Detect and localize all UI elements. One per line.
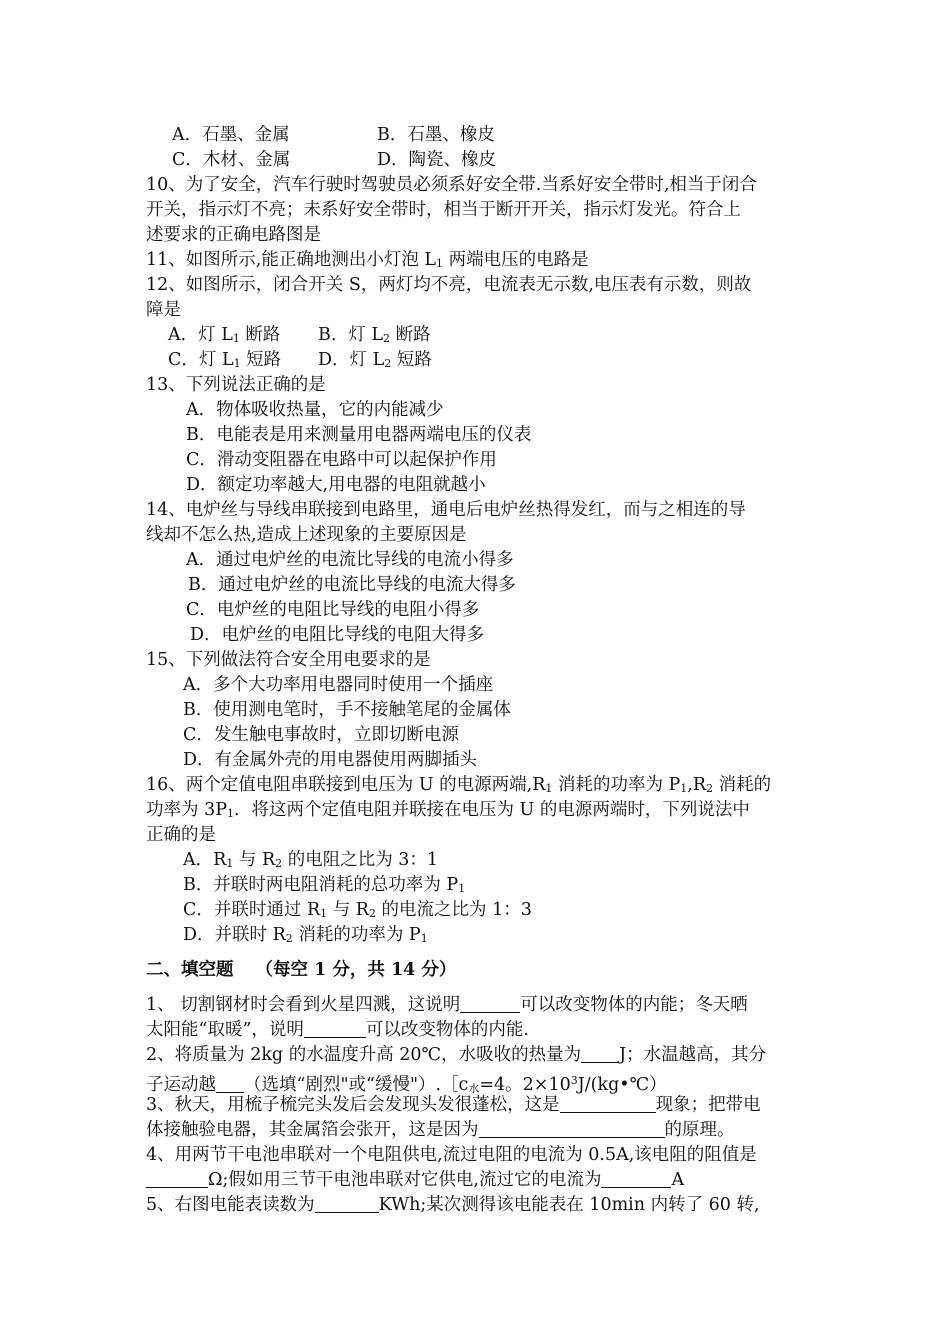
q14-option-c: C．电炉丝的电阻比导线的电阻小得多 [186, 600, 480, 620]
q14-option-b: B．通过电炉丝的电流比导线的电流大得多 [188, 575, 516, 595]
fill2-line2: 子运动越 （选填“剧烈"或“缓慢"）.［c水=4。$2\times 10^3J/(kg•℃)$ [146, 1074, 667, 1095]
q9-option-c: C．木材、金属 [172, 150, 291, 170]
q9-options-row2 [172, 148, 496, 173]
q13-stem: 13、下列说法正确的是 [146, 375, 326, 395]
fill4-blank2[interactable] [601, 1169, 671, 1188]
q16-line3: 正确的是 [146, 825, 216, 845]
q12-option-a: A．灯 L1 断路 [168, 325, 281, 345]
fill3-blank1[interactable] [560, 1094, 656, 1113]
q14-option-a: A．通过电炉丝的电流比导线的电流小得多 [186, 550, 514, 570]
q16-option-b: B．并联时两电阻消耗的总功率为 P1 [183, 875, 466, 895]
q15-option-c: C．发生触电事故时，立即切断电源 [183, 725, 459, 745]
q12-options-row1 [168, 323, 431, 348]
fill4-line2: Ω;假如用三节干电池串联对它供电,流过它的电流为 A [146, 1168, 684, 1193]
section-note: （每空 1 分，共 14 分） [255, 960, 457, 980]
q16-option-d: D．并联时 R2 消耗的功率为 P1 [183, 925, 428, 945]
q14-line1: 14、电炉丝与导线串联接到电路里，通电后电炉丝热得发红，而与之相连的导 [146, 500, 746, 520]
q12-line2: 障是 [146, 300, 181, 320]
fill4-line1: 4、用两节干电池串联对一个电阻供电,流过电阻的电流为 0.5A,该电阻的阻值是 [146, 1145, 757, 1165]
q10-line3: 述要求的正确电路图是 [146, 225, 321, 245]
q13-option-d: D．额定功率越大,用电器的电阻就越小 [186, 475, 486, 495]
fill3-line1: 3、秋天，用梳子梳完头发后会发现头发很蓬松，这是 现象；把带电 [146, 1095, 761, 1115]
q11-text: 11、如图所示,能正确地测出小灯泡 L [146, 250, 437, 270]
q15-option-d: D．有金属外壳的用电器使用两脚插头 [183, 750, 478, 770]
q12-options-row2 [168, 348, 432, 373]
q11-stem [146, 248, 589, 273]
fill2-line1: 2、将质量为 2kg 的水温度升高 20℃，水吸收的热量为 J；水温越高，其分 [146, 1045, 767, 1065]
q12-option-d: D．灯 L2 短路 [318, 350, 432, 370]
fill5-blank1[interactable] [315, 1194, 379, 1213]
q9-option-b: B．石墨、橡皮 [377, 125, 495, 145]
section-heading [146, 958, 456, 983]
section-title: 二、填空题 [146, 960, 234, 980]
q15-stem: 15、下列做法符合安全用电要求的是 [146, 650, 431, 670]
q14-option-d: D．电炉丝的电阻比导线的电阻大得多 [190, 625, 485, 645]
q12-option-b: B．灯 L2 断路 [318, 325, 431, 345]
q16-line1: 16、两个定值电阻串联接到电压为 U 的电源两端,R1 消耗的功率为 P1,R2 消耗的 [146, 775, 772, 795]
fill2-blank1[interactable] [581, 1044, 619, 1063]
q16-option-c: C．并联时通过 R1 与 R2 的电流之比为 1：3 [183, 900, 532, 920]
q13-option-a: A．物体吸收热量，它的内能减少 [186, 400, 444, 420]
q12-line1: 12、如图所示，闭合开关 S，两灯均不亮，电流表无示数,电压表有示数，则故 [146, 275, 752, 295]
q13-option-c: C．滑动变阻器在电路中可以起保护作用 [186, 450, 497, 470]
fill2-blank2[interactable] [216, 1074, 244, 1093]
fill1-blank2[interactable] [304, 1019, 366, 1038]
fill4-blank1[interactable] [146, 1169, 208, 1188]
q16-line2: 功率为 3P1．将这两个定值电阻并联接在电压为 U 的电源两端时，下列说法中 [146, 800, 750, 820]
q10-line2: 开关，指示灯不亮；未系好安全带时，相当于断开开关，指示灯发光。符合上 [146, 200, 741, 220]
q9-option-a: A．石墨、金属 [172, 125, 290, 145]
q11-text-end: 两端电压的电路是 [443, 250, 589, 270]
fill5-line1: 5、右图电能表读数为 KWh;某次测得该电能表在 10min 内转了 60 转, [146, 1195, 760, 1215]
q9-option-d: D．陶瓷、橡皮 [377, 150, 497, 170]
q15-option-b: B．使用测电笔时，手不接触笔尾的金属体 [183, 700, 511, 720]
fill1-line1: 1、 切割钢材时会看到火星四溅，这说明 可以改变物体的内能；冬天晒 [146, 995, 748, 1015]
q15-option-a: A．多个大功率用电器同时使用一个插座 [183, 675, 494, 695]
q10-line1: 10、为了安全，汽车行驶时驾驶员必须系好安全带.当系好安全带时,相当于闭合 [146, 175, 757, 195]
q14-line2: 线却不怎么热,造成上述现象的主要原因是 [146, 525, 467, 545]
q16-option-a: A．R1 与 R2 的电阻之比为 3：1 [183, 850, 439, 870]
fill3-line2: 体接触验电器，其金属箔会张开，这是因为 的原理。 [146, 1120, 735, 1140]
fill1-blank1[interactable] [460, 994, 520, 1013]
fill1-line2: 太阳能“取暖”，说明 可以改变物体的内能. [146, 1020, 529, 1040]
q13-option-b: B．电能表是用来测量用电器两端电压的仪表 [186, 425, 532, 445]
q9-options-row1 [172, 123, 495, 148]
q11-subscript: 1 [436, 257, 444, 270]
fill3-blank2[interactable] [479, 1119, 665, 1138]
q12-option-c: C．灯 L1 短路 [168, 350, 282, 370]
